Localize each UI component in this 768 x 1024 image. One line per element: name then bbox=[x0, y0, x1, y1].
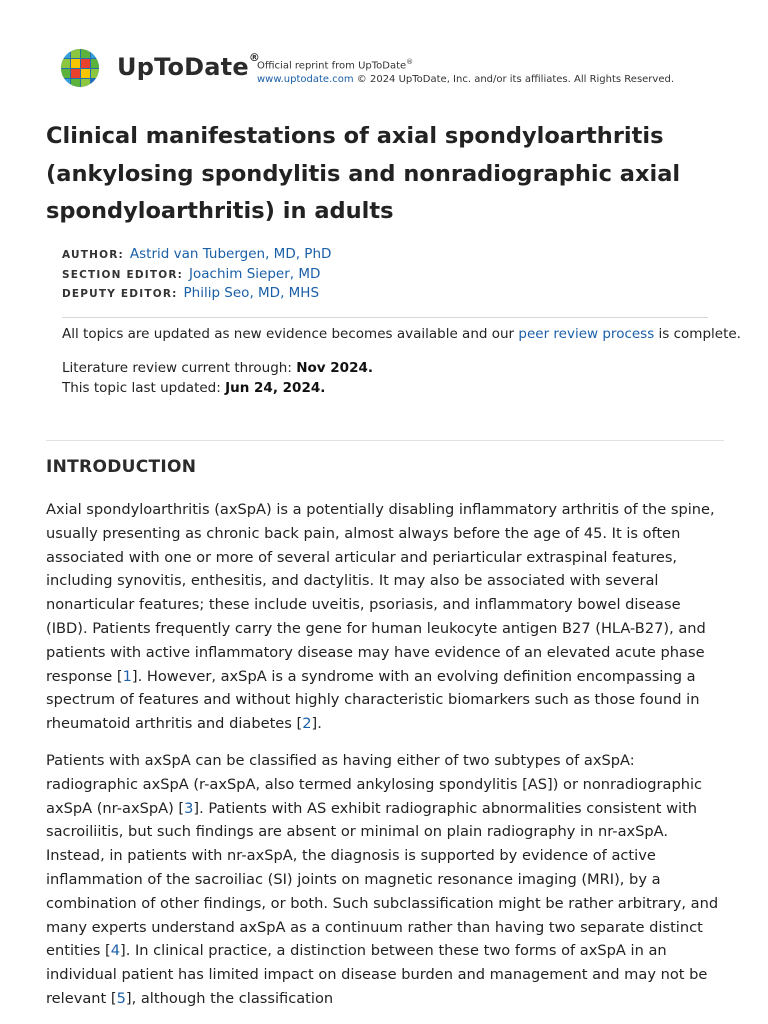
site-link[interactable]: www.uptodate.com bbox=[257, 74, 354, 86]
reference-link-2[interactable]: 2 bbox=[302, 715, 312, 733]
topic-credits bbox=[62, 245, 712, 304]
reference-link-4[interactable]: 4 bbox=[110, 942, 120, 960]
last-updated-date: Jun 24, 2024. bbox=[225, 380, 326, 396]
divider bbox=[62, 317, 708, 318]
intro-paragraph-1: Axial spondyloarthritis (axSpA) is a potentially disabling inflammatory arthritis of the spine, usually presenting as chronic back pain, almost always before the age of 45. It is often associated with one or more of several articular and periarticular extraspinal features, including synovitis, enthesitis, and dactylitis. It may also be associated with several nonarticular features; these include uveitis, psoriasis, and inflammatory bowel disease (IBD). Patients frequently carry the gene for human leukocyte antigen B27 (HLA-B27), and patients with active inflammatory disease may have evidence of an elevated acute phase response [1]. However, axSpA is a syndrome with an evolving definition encompassing a spectrum of features and without highly characteristic biomarkers such as those found in rheumatoid arthritis and diabetes [2]. bbox=[46, 501, 715, 733]
header bbox=[60, 48, 720, 92]
section-editor-row bbox=[62, 265, 712, 285]
deputy-editor-label: DEPUTY EDITOR: bbox=[62, 288, 178, 300]
section-editor-label: SECTION EDITOR: bbox=[62, 268, 184, 281]
section-divider bbox=[46, 440, 724, 441]
reprint-registered-mark: ® bbox=[406, 58, 414, 66]
notice-text: All topics are updated as new evidence becomes available and our bbox=[62, 326, 519, 342]
deputy-editor-row bbox=[62, 284, 712, 304]
last-updated-label: This topic last updated: bbox=[62, 380, 226, 396]
author-row bbox=[62, 245, 712, 265]
brand-registered-mark: ® bbox=[248, 51, 261, 64]
review-dates bbox=[62, 358, 373, 398]
deputy-editor-link[interactable]: Philip Seo, MD, MHS bbox=[183, 285, 320, 301]
notice-text-end: is complete. bbox=[654, 326, 741, 342]
intro-paragraph-2: Patients with axSpA can be classified as having either of two subtypes of axSpA: radiographic axSpA (r-axSpA, also termed ankylosing spondylitis [AS]) or nonradiographic axSpA (nr-axSpA) [3]. Patients with AS exhibit radiographic abnormalities consistent with sacroiliitis, but such findings are absent or minimal on plain radiography in nr-axSpA. Instead, in patients with nr-axSpA, the diagnosis is supported by evidence of active inflammation of the sacroiliac (SI) joints on magnetic resonance imaging (MRI), by a combination of other findings, or both. Such subclassification might be rather arbitrary, and many experts understand axSpA as a continuum rather than having two separate distinct entities [4]. In clinical practice, a distinction between these two forms of axSpA in an individual patient has limited impact on disease burden and management and may not be relevant [5], although the classification bbox=[46, 752, 719, 1007]
section-heading: INTRODUCTION bbox=[46, 457, 197, 477]
reference-link-3[interactable]: 3 bbox=[184, 799, 194, 817]
peer-review-link[interactable]: peer review process bbox=[518, 326, 655, 342]
page-title: Clinical manifestations of axial spondyloarthritis (ankylosing spondylitis and nonradiographic axial spondyloarthritis) in adults bbox=[46, 123, 681, 224]
copyright-text: © 2024 UpToDate, Inc. and/or its affiliates. All Rights Reserved. bbox=[353, 74, 675, 86]
brand-name: UpToDate® bbox=[117, 51, 261, 81]
reprint-line: Official reprint from UpToDate bbox=[257, 60, 407, 72]
reprint-notice bbox=[257, 55, 674, 87]
lit-review-date: Nov 2024. bbox=[296, 360, 373, 376]
lit-review-label: Literature review current through: bbox=[62, 360, 297, 376]
section-editor-link[interactable]: Joachim Sieper, MD bbox=[189, 265, 321, 282]
uptodate-logo-icon bbox=[60, 48, 102, 90]
update-notice bbox=[62, 325, 741, 344]
reference-link-5[interactable]: 5 bbox=[116, 989, 126, 1007]
reference-link-1[interactable]: 1 bbox=[122, 667, 132, 685]
author-label: AUTHOR: bbox=[62, 249, 124, 261]
author-link[interactable]: Astrid van Tubergen, MD, PhD bbox=[129, 246, 332, 262]
